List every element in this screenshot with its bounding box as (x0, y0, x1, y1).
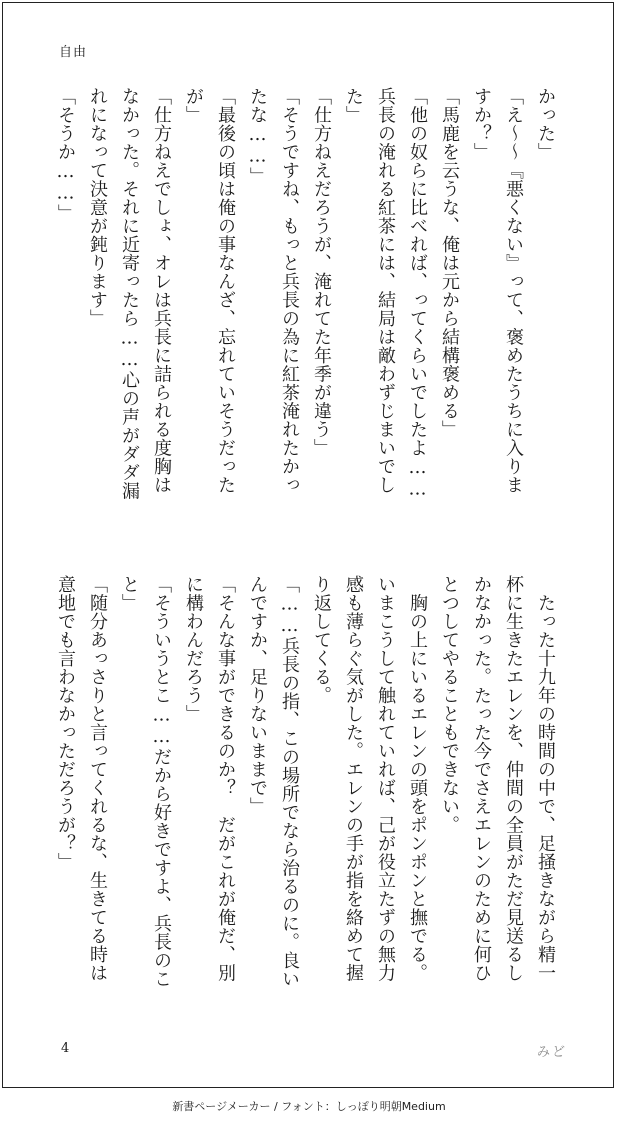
text-line: 「そうか……」 (55, 87, 76, 223)
lower-text-block (55, 575, 561, 1015)
text-line: り返してくる。 (311, 575, 332, 705)
footer-caption: 新書ページメーカー / フォント：しっぽり明朝Medium (172, 1100, 446, 1113)
text-line: れになって決意が鈍ります」 (87, 87, 108, 328)
text-line: 「仕方ねえでしょ、オレは兵長に詰られる度胸は (151, 87, 172, 494)
text-line: 「仕方ねえだろうが、淹れてた年季が違う」 (311, 87, 332, 457)
text-line: 「そういうとこ……だから好きですよ、兵長のこ (151, 575, 172, 988)
text-line: 感も薄らぐ気がした。エレンの手が指を絡めて握 (343, 575, 364, 982)
text-line: 杯に生きたエレンを、仲間の全員がただ見送るし (503, 575, 524, 982)
author-name: みど (536, 1045, 567, 1060)
text-line: 「最後の頃は俺の事なんざ、忘れていそうだった (215, 87, 236, 494)
text-line: と」 (119, 575, 140, 612)
text-line: 兵長の淹れる紅茶には、結局は敵わずじまいでし (375, 87, 396, 494)
text-line: なかった。それに近寄ったら……心の声がダダ漏 (119, 87, 140, 500)
text-line: たった十九年の時間の中で、足掻きながら精一 (535, 575, 556, 982)
text-line: いまこうして触れていれば、己が役立たずの無力 (375, 575, 396, 982)
text-line: 「馬鹿を云うな、俺は元から結構褒める」 (439, 87, 460, 439)
page-number: 4 (61, 1041, 70, 1056)
upper-text-block (55, 87, 561, 527)
text-line: とつしてやることもできない。 (439, 575, 460, 834)
text-line: 「随分あっさりと言ってくれるな、生きてる時は (87, 575, 108, 982)
text-line: 「え〜〜『悪くない』って、褒めたうちに入りま (503, 87, 524, 494)
text-line: たな……」 (247, 87, 268, 186)
text-line: に構わんだろう」 (183, 575, 204, 723)
text-line: かった」 (535, 87, 556, 161)
text-line: 「そうですね、もっと兵長の為に紅茶淹れたかっ (279, 87, 300, 494)
text-line: 「……兵長の指、この場所でなら治るのに。良い (279, 575, 300, 988)
text-line: んですか、足りないままで」 (247, 575, 268, 816)
book-page (2, 2, 614, 1088)
text-line: すか？」 (471, 87, 492, 161)
text-line: た」 (343, 87, 364, 124)
text-line: 「他の奴らに比べれば、ってくらいでしたよ…… (407, 87, 428, 500)
text-line: 胸の上にいるエレンの頭をポンポンと撫でる。 (407, 575, 428, 982)
text-line: 「そんな事ができるのか？ だがこれが俺だ、別 (215, 575, 236, 982)
text-line: が」 (183, 87, 204, 124)
text-line: かなかった。たった今でさえエレンのために何ひ (471, 575, 492, 982)
text-line: 意地でも言わなかっただろうが？」 (55, 575, 76, 871)
running-header-title: 自由 (59, 45, 88, 60)
